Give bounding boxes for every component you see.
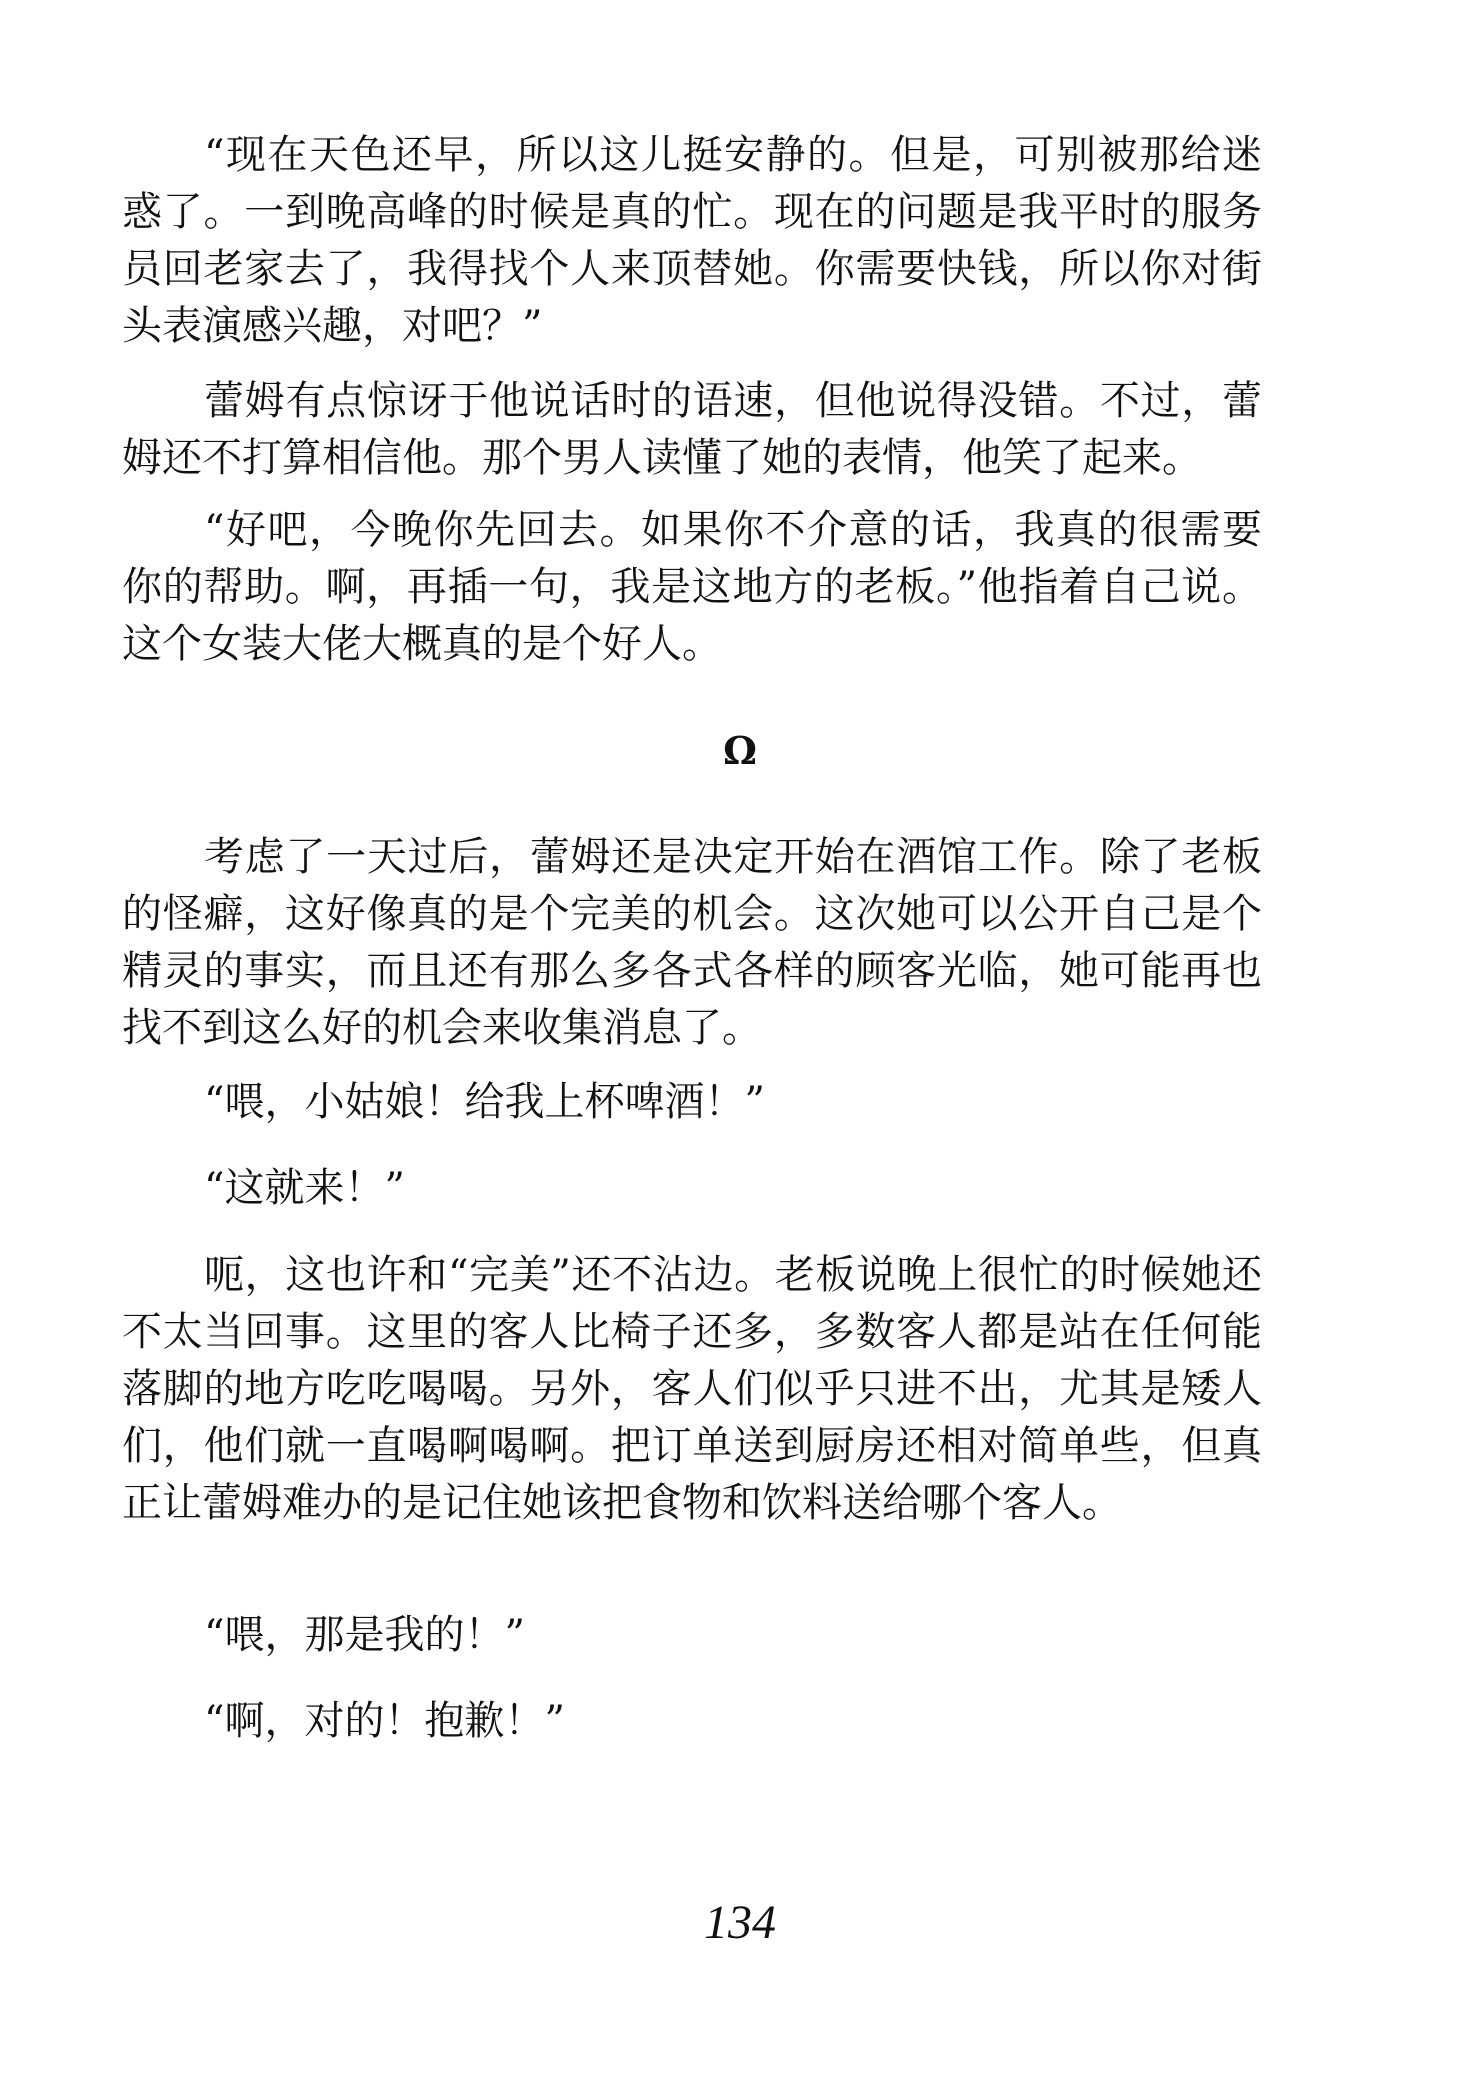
paragraph-8: “喂，那是我的！” [204,1612,525,1658]
paragraph-7: 呃，这也许和“完美”还不沾边。老板说晚上很忙的时候她还不太当回事。这里的客人比椅子还多，多数客人都是站在任何能落脚的地方吃吃喝喝。另外，客人们似乎只进不出，尤其是矮人们，他们就一直喝啊喝啊。把订单送到厨房还相对简单些，但真正让蕾姆难办的是记住她该把食物和饮料送给哪个客人。 [122,1252,1262,1526]
paragraph-9: “啊，对的！抱歉！” [204,1698,565,1744]
section-divider: Ω [723,728,757,773]
paragraph-3: “好吧，今晚你先回去。如果你不介意的话，我真的很需要你的帮助。啊，再插一句，我是这地方的老板。”他指着自己说。这个女装大佬大概真的是个好人。 [122,507,1262,667]
paragraph-4: 考虑了一天过后，蕾姆还是决定开始在酒馆工作。除了老板的怪癖，这好像真的是个完美的机会。这次她可以公开自己是个精灵的事实，而且还有那么多各式各样的顾客光临，她可能再也找不到这么好的机会来收集消息了。 [122,834,1262,1051]
paragraph-1: “现在天色还早，所以这儿挺安静的。但是，可别被那给迷惑了。一到晚高峰的时候是真的忙。现在的问题是我平时的服务员回老家去了，我得找个人来顶替她。你需要快钱，所以你对街头表演感兴趣，对吧？” [122,132,1262,349]
paragraph-5: “喂，小姑娘！给我上杯啤酒！” [204,1079,765,1125]
page-number: 134 [704,1896,776,1949]
paragraph-2: 蕾姆有点惊讶于他说话时的语速，但他说得没错。不过，蕾姆还不打算相信他。那个男人读懂了她的表情，他笑了起来。 [122,378,1262,481]
paragraph-6: “这就来！” [204,1165,405,1211]
